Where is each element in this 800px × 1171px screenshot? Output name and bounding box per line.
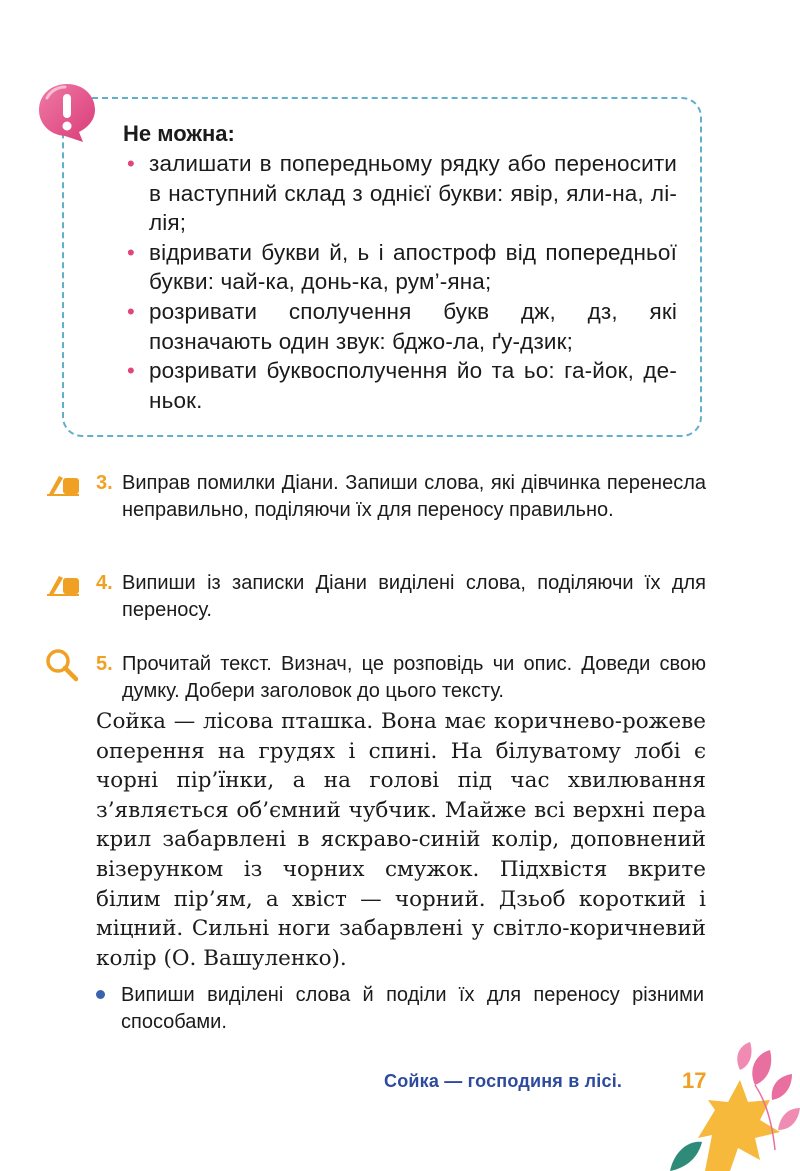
bullet-icon: • <box>127 358 135 384</box>
rule-item-text: залишати в попередньому рядку або переносити в наступний склад з однієї букви: явір, яли-на, лі-лія; <box>149 151 677 236</box>
sub-task-text: Випиши виділені слова й поділи їх для переносу різними способами. <box>121 984 704 1033</box>
writing-hand-icon <box>45 468 81 496</box>
bullet-icon: • <box>127 239 135 265</box>
reading-text: Сойка — лісова пташка. Вона має коричнево-рожеве оперення на грудях і спині. На білуватому лобі є чорні пір’їнки, а на голові під час хвилювання з’являється об’ємний чубчик. Майже всі верхні пера крил забарвлені в яскраво-синій колір, доповнений візерунком із чорних смужок. Підхвістя вкрите білим пір’ям, а хвіст — чорний. Дзьоб короткий і міцний. Сильні ноги забарвлені у світло-коричневий колір (О. Вашуленко). <box>96 709 706 971</box>
bullet-icon: • <box>127 298 135 324</box>
rule-item <box>125 297 677 356</box>
rule-item-text: відривати букви й, ь і апостроф від попередньої букви: чай-ка, донь-ка, рум’-яна; <box>149 239 677 295</box>
footer-title: Сойка — господиня в лісі. <box>384 1071 623 1091</box>
writing-hand-icon <box>45 568 81 596</box>
task-number: 3. <box>96 472 113 494</box>
exclamation-icon <box>35 80 99 144</box>
rule-list <box>125 149 677 415</box>
rule-item <box>125 149 677 238</box>
rule-item <box>125 356 677 415</box>
task-number: 4. <box>96 572 113 594</box>
task-text: Випиши із записки Діани виділені слова, поділяючи їх для переносу. <box>122 572 706 621</box>
autumn-leaves-icon <box>660 1040 800 1171</box>
rule-item-text: розривати буквосполучення йо та ьо: га-йок, де-ньок. <box>149 358 677 413</box>
rule-title: Не можна: <box>123 121 235 146</box>
rule-item <box>125 238 677 297</box>
task-number: 5. <box>96 653 113 675</box>
bullet-icon <box>96 990 105 999</box>
magnifier-icon <box>44 647 80 683</box>
task-text: Прочитай текст. Визнач, це розповідь чи опис. Доведи свою думку. Добери заголовок до цього тексту. <box>122 653 706 702</box>
task-text: Виправ помилки Діани. Запиши слова, які дівчинка перенесла неправильно, поділяючи їх для переносу правильно. <box>122 472 706 521</box>
page-number: 17 <box>682 1068 707 1093</box>
bullet-icon: • <box>127 151 135 176</box>
rule-item-text: розривати сполучення букв дж, дз, які позначають один звук: бджо-ла, ґу-дзик; <box>149 298 677 354</box>
